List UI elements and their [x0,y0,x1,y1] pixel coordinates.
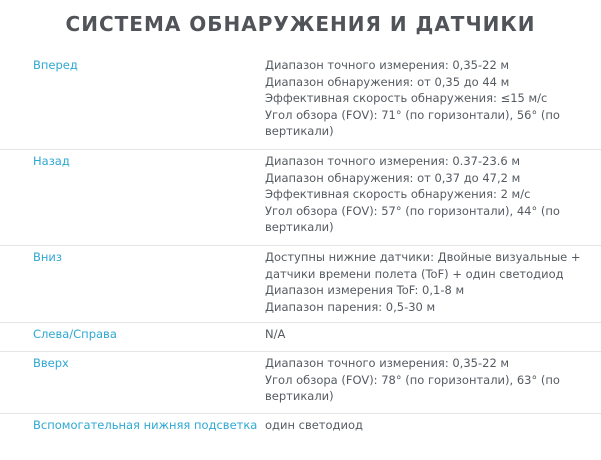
spec-row-auxiliary-light [0,414,601,444]
spec-value-line: датчики времени полета (ToF) + один светодиод [265,266,564,281]
spec-row-downward [0,246,601,323]
spec-row-forward [0,54,601,150]
spec-value-line: Угол обзора (FOV): 78° (по горизонтали), 63° (по [265,372,560,387]
spec-value-line: N/A [265,327,286,341]
spec-value-line: Диапазон измерения ToF: 0,1-8 м [265,283,465,297]
spec-value-line: вертикали) [265,220,334,234]
spec-value-line: вертикали) [265,124,334,138]
spec-values [265,57,580,140]
spec-values [265,417,580,434]
spec-values [265,355,580,405]
spec-value-line: Диапазон точного измерения: 0,35-22 м [265,356,510,370]
spec-label: Вниз [33,250,62,264]
spec-values [265,249,580,315]
spec-value-line: Диапазон парения: 0,5-30 м [265,299,436,314]
spec-value-line: Угол обзора (FOV): 57° (по горизонтали), 44° (по [265,203,560,218]
spec-value-line: Диапазон точного измерения: 0.37-23.6 м [265,154,521,168]
spec-values [265,153,580,236]
spec-value-line: Угол обзора (FOV): 71° (по горизонтали), 56° (по [265,107,560,122]
spec-label: Слева/Справа [33,327,117,341]
spec-value-line: Эффективная скорость обнаружения: 2 м/с [265,187,531,201]
spec-label: Назад [33,154,70,168]
spec-row-lateral [0,323,601,352]
spec-value-line: Диапазон обнаружения: от 0,35 до 44 м [265,74,510,89]
page-title: СИСТЕМА ОБНАРУЖЕНИЯ И ДАТЧИКИ [65,12,536,36]
spec-value-line: Диапазон точного измерения: 0,35-22 м [265,58,510,72]
spec-row-upward [0,352,601,414]
spec-label: Вспомогательная нижняя подсветка [33,418,258,432]
spec-value-line: Диапазон обнаружения: от 0,37 до 47,2 м [265,170,521,185]
spec-label: Вперед [33,58,78,72]
spec-values [265,326,580,343]
spec-row-backward [0,150,601,246]
spec-value-line: Доступны нижние датчики: Двойные визуальные + [265,250,581,264]
spec-table [0,54,601,444]
spec-label: Вверх [33,356,69,370]
spec-value-line: Эффективная скорость обнаружения: ≤15 м/с [265,91,548,105]
spec-value-line: вертикали) [265,389,334,403]
spec-value-line: один светодиод [265,418,363,432]
